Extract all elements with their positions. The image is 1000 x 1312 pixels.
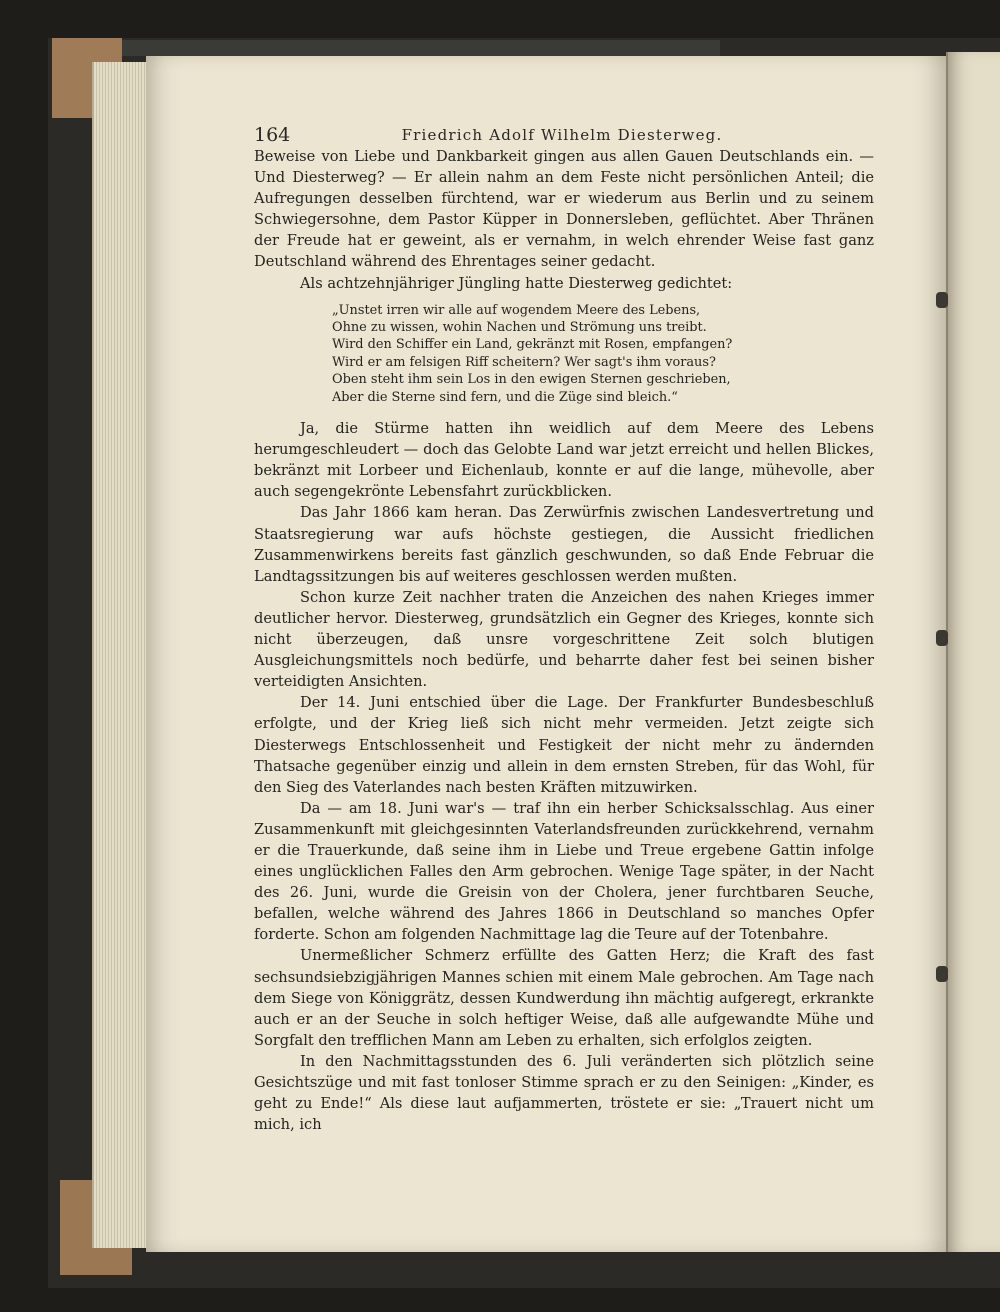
body-text xyxy=(254,146,874,1135)
poem-line: Aber die Sterne sind fern, und die Züge sind bleich.“ xyxy=(332,389,678,405)
paragraph: Das Jahr 1866 kam heran. Das Zerwürfnis zwischen Landesvertretung und Staatsregierung war aufs höchste gestiegen, die Aussicht friedlichen Zusammenwirkens bereits fast gänzlich geschwunden, so daß Ende Februar die Landtagssitzungen bis auf weiteres geschlossen werden mußten. xyxy=(254,504,874,585)
paragraph: In den Nachmittagsstunden des 6. Juli veränderten sich plötzlich seine Gesichtszüge und mit fast tonloser Stimme sprach er zu den Seinigen: „Kinder, es geht zu Ende!“ Als diese laut aufjammerten, tröstete er sie: „Trauert nicht um mich, ich xyxy=(254,1052,874,1134)
paragraph: Unermeßlicher Schmerz erfüllte des Gatten Herz; die Kraft des fast sechsundsiebzigjährigen Mannes schien mit einem Male gebrochen. Am Tage nach dem Siege von Königgrätz, dessen Kundwerdung ihn mächtig aufgeregt, erkrankte auch er an der Seuche in solch heftiger Weise, daß alle aufgewandte Mühe und Sorgfalt den trefflichen Mann am Leben zu erhalten, sich erfolglos zeigten. xyxy=(254,947,874,1049)
binding-stitch xyxy=(936,630,948,646)
facing-page-edge xyxy=(946,52,1000,1252)
cover-edge-top xyxy=(110,40,720,56)
poem-line: „Unstet irren wir alle auf wogendem Meere des Lebens, xyxy=(332,302,701,318)
page-number: 164 xyxy=(254,124,291,146)
binding-stitch xyxy=(936,966,948,982)
poem-line: Wird er am felsigen Riff scheitern? Wer sagt's ihm voraus? xyxy=(332,354,716,370)
paragraph: Als achtzehnjähriger Jüngling hatte Diesterweg gedichtet: xyxy=(300,274,733,292)
running-head: Friedrich Adolf Wilhelm Diesterweg. xyxy=(401,126,723,144)
poem-line: Oben steht ihm sein Los in den ewigen Sternen geschrieben, xyxy=(332,372,731,388)
page-header xyxy=(254,124,870,148)
paragraph: Der 14. Juni entschied über die Lage. Der Frankfurter Bundesbeschluß erfolgte, und der Krieg ließ sich nicht mehr vermeiden. Jetzt zeigte sich Diesterwegs Entschlossenheit und Festigkeit der nicht mehr zu ändernden Thatsache gegenüber einzig und allein in dem ernsten Streben, für das Wohl, für den Sieg des Vaterlandes nach besten Kräften mitzuwirken. xyxy=(254,694,874,796)
paragraph: Da — am 18. Juni war's — traf ihn ein herber Schicksalsschlag. Aus einer Zusammenkunft mit gleichgesinnten Vaterlandsfreunden zurückkehrend, vernahm er die Trauerkunde, daß seine ihm in Liebe und Treue ergebene Gattin infolge eines unglücklichen Falles den Arm gebrochen. Wenige Tage später, in der Nacht des 26. Juni, wurde die Greisin von der Cholera, jener furchtbaren Seuche, befallen, welche während des Jahres 1866 in Deutschland so manches Opfer forderte. Schon am folgenden Nachmittage lag die Teure auf der Totenbahre. xyxy=(254,799,874,944)
poem-line: Wird den Schiffer ein Land, gekränzt mit Rosen, empfangen? xyxy=(332,337,733,353)
paragraph: Ja, die Stürme hatten ihn weidlich auf dem Meere des Lebens herumgeschleudert — doch das Gelobte Land war jetzt erreicht und hellen Blickes, bekränzt mit Lorbeer und Eichenlaub, konnte er auf die lange, mühevolle, aber auch segengekrönte Lebensfahrt zurückblicken. xyxy=(254,420,874,501)
poem xyxy=(332,302,874,406)
paragraph: Beweise von Liebe und Dankbarkeit gingen aus allen Gauen Deutschlands ein. — Und Diesterweg? — Er allein nahm an dem Feste nicht persönlichen Anteil; die Aufregungen desselben fürchtend, war er wiederum aus Berlin und zu seinem Schwiegersohne, dem Pastor Küpper in Donnersleben, geflüchtet. Aber Thränen der Freude hat er geweint, als er vernahm, in welch ehrender Weise fast ganz Deutschland während des Ehrentages seiner gedacht. xyxy=(254,148,874,271)
poem-line: Ohne zu wissen, wohin Nachen und Strömung uns treibt. xyxy=(332,320,707,336)
binding-stitch xyxy=(936,292,948,308)
page-stack-edge xyxy=(92,62,152,1248)
paragraph: Schon kurze Zeit nachher traten die Anzeichen des nahen Krieges immer deutlicher hervor. Diesterweg, grundsätzlich ein Gegner des Krieges, konnte sich nicht überzeugen, daß unsre vorgeschrittene Zeit solch blutigen Ausgleichungsmittels noch bedürfe, und beharrte daher fest bei seinen bisher verteidigten Ansichten. xyxy=(254,588,874,691)
